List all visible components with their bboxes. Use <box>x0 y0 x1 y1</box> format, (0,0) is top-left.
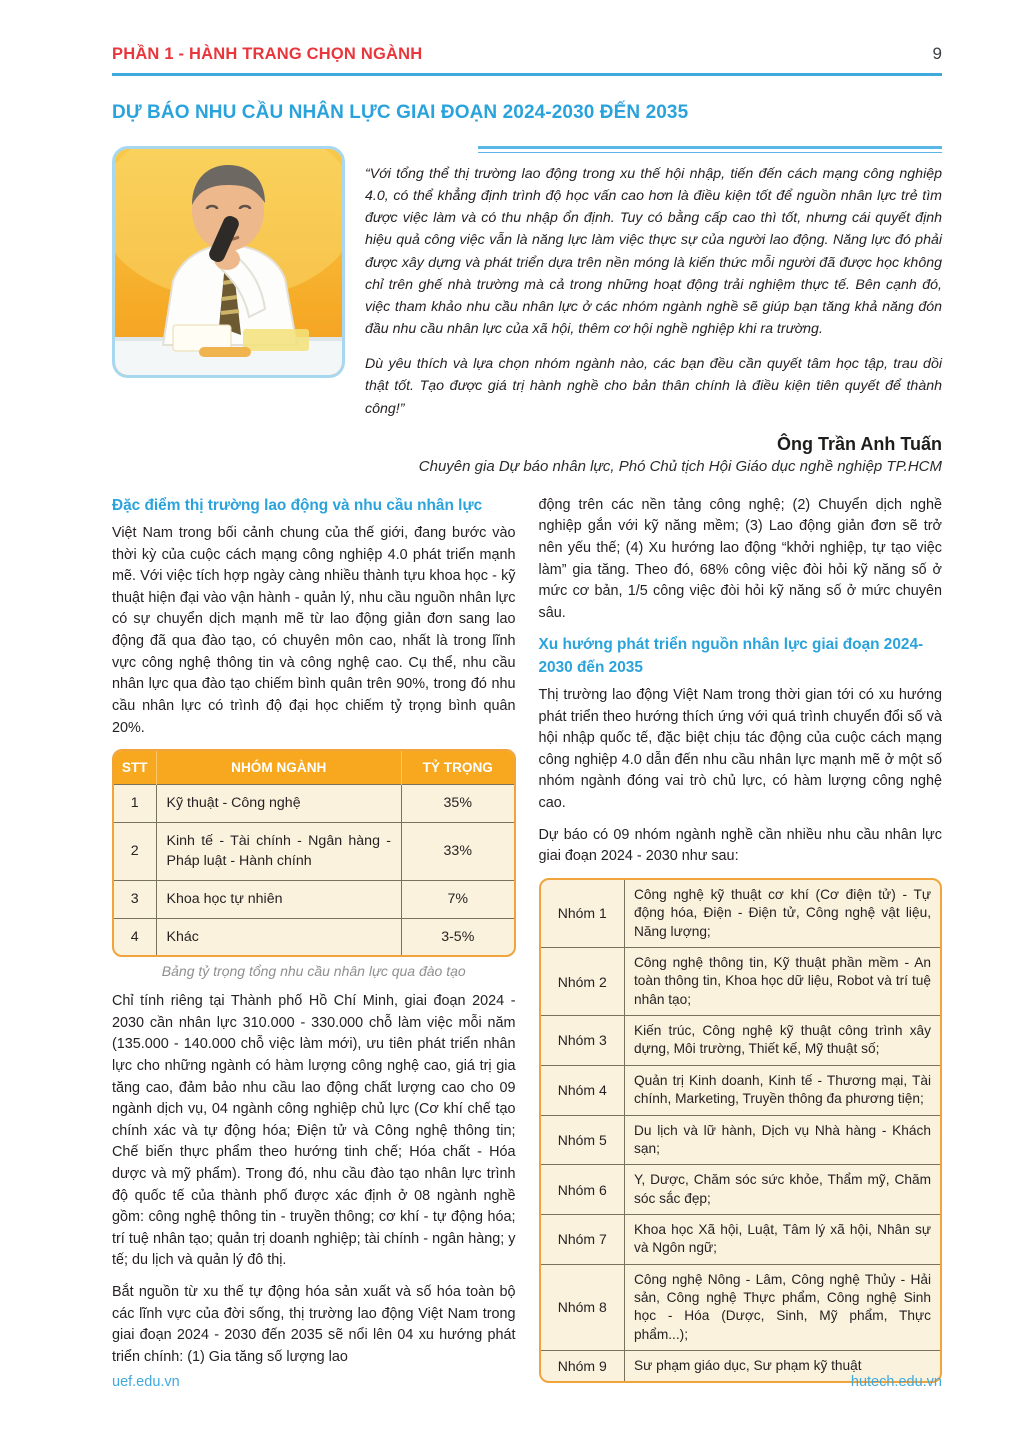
left-column <box>112 495 516 1388</box>
group-row <box>541 1065 941 1115</box>
group-label: Nhóm 8 <box>541 1264 625 1350</box>
group-row <box>541 1165 941 1215</box>
cell-share: 7% <box>402 880 514 918</box>
uef-link[interactable]: uef.edu.vn <box>112 1374 180 1390</box>
page-footer <box>112 1374 942 1390</box>
group-row <box>541 1115 941 1165</box>
expert-photo-illustration <box>115 149 342 375</box>
running-header <box>112 44 942 64</box>
group-fields: Quản trị Kinh doanh, Kinh tế - Thương mại, Tài chính, Marketing, Truyền thông đa phương tiện; <box>625 1065 941 1115</box>
group-row <box>541 880 941 948</box>
cell-name: Kỹ thuật - Công nghệ <box>156 785 402 823</box>
right-column <box>539 495 943 1388</box>
group-fields: Du lịch và lữ hành, Dịch vụ Nhà hàng - Khách sạn; <box>625 1115 941 1165</box>
table-caption: Bảng tỷ trọng tổng nhu cầu nhân lực qua đào tạo <box>161 963 466 980</box>
phone <box>199 347 251 357</box>
group-row <box>541 1016 941 1066</box>
group-row <box>541 1214 941 1264</box>
table-row <box>114 785 514 823</box>
group-row <box>541 947 941 1015</box>
group-fields: Y, Dược, Chăm sóc sức khỏe, Thẩm mỹ, Chăm sóc sắc đẹp; <box>625 1165 941 1215</box>
cell-stt: 2 <box>114 822 156 880</box>
share-table-header-row <box>114 751 514 785</box>
section-title: PHẦN 1 - HÀNH TRANG CHỌN NGÀNH <box>112 45 423 63</box>
name-plate <box>243 329 309 351</box>
group-fields: Công nghệ Nông - Lâm, Công nghệ Thủy - Hải sản, Công nghệ Thực phẩm, Công nghệ Sinh học - Hóa (Dược, Sinh, Mỹ phẩm, Thực phẩm...); <box>625 1264 941 1350</box>
groups-table <box>539 878 943 1384</box>
share-table <box>112 749 516 957</box>
cell-share: 3-5% <box>402 918 514 955</box>
group-label: Nhóm 1 <box>541 880 625 948</box>
cell-share: 33% <box>402 822 514 880</box>
expert-quote-block <box>112 146 942 475</box>
group-label: Nhóm 7 <box>541 1214 625 1264</box>
col-header-stt: STT <box>114 751 156 785</box>
cell-stt: 4 <box>114 918 156 955</box>
group-fields: Công nghệ kỹ thuật cơ khí (Cơ điện tử) - Tự động hóa, Điện - Điện tử, Công nghệ vật liệu, Năng lượng; <box>634 886 931 939</box>
header-rule <box>112 73 942 76</box>
article-title: DỰ BÁO NHU CẦU NHÂN LỰC GIAI ĐOẠN 2024-2030 ĐẾN 2035 <box>112 102 689 123</box>
body-paragraph: động trên các nền tảng công nghệ; (2) Chuyển dịch nghề nghiệp gắn với kỹ năng mềm; (3) Lao động giản đơn sẽ trở nên yếu thế; (4) Xu hướng lao động “khởi nghiệp, tự tạo việc làm” gia tăng. Theo đó, 68% công việc đòi hỏi kỹ năng số ở mức cơ bản, 1/5 công việc đòi hỏi kỹ năng số ở mức chuyên sâu. <box>538 496 942 621</box>
group-row <box>541 1264 941 1350</box>
cell-share: 35% <box>402 785 514 823</box>
body-paragraph: Bắt nguồn từ xu thế tự động hóa sản xuất và số hóa toàn bộ các lĩnh vực của đời sống, thị trường lao động Việt Nam trong giai đoạn 2024 - 2030 đến 2035 sẽ nổi lên 04 xu hướng phát triển chính: (1) Gia tăng số lượng lao <box>112 1284 516 1365</box>
cell-name: Khoa học tự nhiên <box>156 880 402 918</box>
author-name: Ông Trần Anh Tuấn <box>777 433 942 454</box>
body-paragraph: Việt Nam trong bối cảnh chung của thế giới, đang bước vào thời kỳ của cuộc cách mạng công nghiệp 4.0 phát triển mạnh mẽ. Với việc tích hợp ngày càng nhiều thành tựu khoa học - kỹ thuật hiện đại vào vận hành - quản lý, nhu cầu nguồn nhân lực có sự chuyển dịch mạnh mẽ từ lao động giản đơn sang lao động đã qua đào tạo, có chuyên môn cao, nhất là trong lĩnh vực công nghệ thông tin và công nghệ cao. Cụ thể, nhu cầu nhân lực qua đào tạo chiếm bình quân trên 90%, trong đó nhu cầu nhân lực có trình độ đại học chiếm tỷ trọng bình quân 20%. <box>112 525 516 736</box>
group-fields: Kiến trúc, Công nghệ kỹ thuật công trình xây dựng, Môi trường, Thiết kế, Mỹ thuật số; <box>625 1016 941 1066</box>
two-column-layout <box>112 495 942 1388</box>
cell-name: Kinh tế - Tài chính - Ngân hàng - Pháp luật - Hành chính <box>156 822 402 880</box>
section-heading-labor-market: Đặc điểm thị trường lao động và nhu cầu nhân lực <box>112 496 483 514</box>
group-label: Nhóm 2 <box>541 947 625 1015</box>
table-row <box>114 918 514 955</box>
expert-photo <box>112 146 345 378</box>
cell-stt: 3 <box>114 880 156 918</box>
body-paragraph: Thị trường lao động Việt Nam trong thời gian tới có xu hướng phát triển theo hướng thích ứng với quá trình chuyển đổi số và hội nhập quốc tế, đặc biệt chịu tác động của cuộc cách mạng công nghiệp 4.0 dẫn đến nhu cầu nhân lực mạnh mẽ ở một số nhóm ngành đóng vai trò chủ lực, có hàm lượng công nghệ cao. <box>538 687 942 812</box>
hutech-link[interactable]: hutech.edu.vn <box>850 1374 942 1390</box>
quote-decoration-rule <box>478 146 942 153</box>
group-label: Nhóm 9 <box>541 1351 625 1382</box>
table-row <box>114 880 514 918</box>
table-row <box>114 822 514 880</box>
quote-paragraph-2: Dù yêu thích và lựa chọn nhóm ngành nào, các bạn đều cần quyết tâm học tập, trau dồi thật tốt. Tạo được giá trị hành nghề cho bản thân chính là điều kiện tiên quyết để thành công!” <box>365 356 942 417</box>
group-label: Nhóm 5 <box>541 1115 625 1165</box>
col-header-nhom-nganh: NHÓM NGÀNH <box>156 751 402 785</box>
quote-paragraph-1: “Với tổng thể thị trường lao động trong xu thế hội nhập, tiến đến cách mạng công nghiệp 4.0, có thể khẳng định trình độ học vấn cao hơn là điều kiện tốt để nguồn nhân lực trẻ tìm được việc làm và có thu nhập ổn định. Tuy có bằng cấp cao thì tốt, nhưng cái quyết định hiệu quả công việc vẫn là năng lực làm việc thực sự của người lao động. Năng lực đó phải được xây dựng và phát triển dựa trên nền móng là kiến thức mỗi người đã được học không chỉ trên ghế nhà trường mà cả trong những hoạt động trải nghiệm thực tế. Bên cạnh đó, việc tham khảo nhu cầu nhân lực ở các nhóm ngành nghề sẽ giúp bạn tăng khả năng đón đầu nhu cầu nhân lực của xã hội, thêm cơ hội nghề nghiệp khi ra trường. <box>365 166 942 338</box>
group-fields: Khoa học Xã hội, Luật, Tâm lý xã hội, Nhân sự và Ngôn ngữ; <box>625 1214 941 1264</box>
section-heading-trends: Xu hướng phát triển nguồn nhân lực giai đoạn 2024-2030 đến 2035 <box>538 636 924 676</box>
group-label: Nhóm 4 <box>541 1065 625 1115</box>
group-fields: Công nghệ thông tin, Kỹ thuật phần mềm - An toàn thông tin, Khoa học dữ liệu, Robot và trí tuệ nhân tạo; <box>625 947 941 1015</box>
body-paragraph: Chỉ tính riêng tại Thành phố Hồ Chí Minh, giai đoạn 2024 - 2030 cần nhân lực 310.000 - 330.000 chỗ làm việc mỗi năm (135.000 - 140.000 chỗ việc làm mới), ưu tiên phát triển nhân lực cho những ngành có hàm lượng công nghệ cao, giá trị gia tăng cao, đảm bảo nhu cầu lao động chất lượng cao cho 09 ngành dịch vụ, 04 ngành công nghiệp chủ lực (Cơ khí chế tạo chính xác và tự động hóa; Điện tử và Công nghệ thông tin; Chế biến thực phẩm theo hướng tinh chế; Hóa chất - Hóa dược và mỹ phẩm). Trong đó, nhu cầu đào tạo nhân lực trình độ quốc tế của thành phố được xác định ở 08 ngành nghề gồm: công nghệ thông tin - truyền thông; cơ khí - tự động hóa; trí tuệ nhân tạo; quản trị doanh nghiệp; tài chính - ngân hàng; y tế; du lịch và quản lý đô thị. <box>112 993 516 1269</box>
col-header-ty-trong: TỶ TRỌNG <box>402 751 514 785</box>
author-role: Chuyên gia Dự báo nhân lực, Phó Chủ tịch Hội Giáo dục nghề nghiệp TP.HCM <box>418 457 942 475</box>
group-label: Nhóm 3 <box>541 1016 625 1066</box>
cell-stt: 1 <box>114 785 156 823</box>
quote-column <box>345 146 942 475</box>
group-label: Nhóm 6 <box>541 1165 625 1215</box>
group-fields: Sư phạm giáo dục, Sư phạm kỹ thuật <box>625 1351 941 1382</box>
page-number: 9 <box>932 44 942 63</box>
quote-attribution <box>365 434 942 475</box>
cell-name: Khác <box>156 918 402 955</box>
body-paragraph: Dự báo có 09 nhóm ngành nghề cần nhiều nhu cầu nhân lực giai đoạn 2024 - 2030 như sau: <box>538 826 942 865</box>
